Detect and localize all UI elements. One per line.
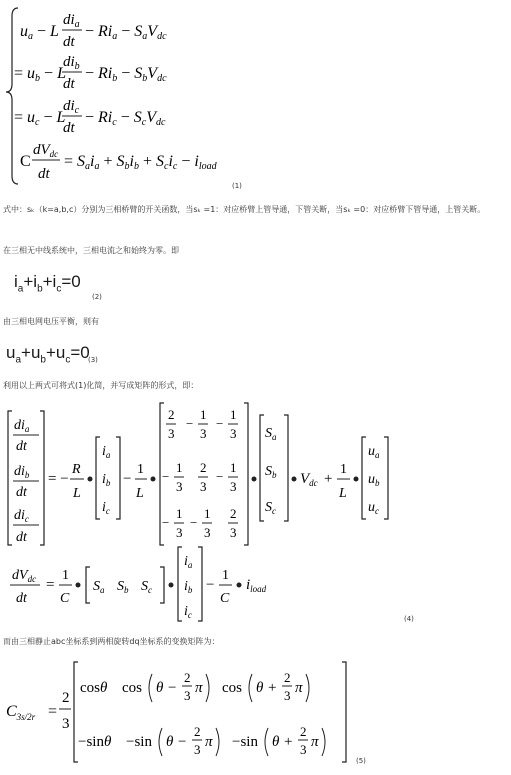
svg-text:−: − [168, 680, 177, 696]
svg-text:Vdc: $V_{dc}$ [300, 471, 318, 488]
svg-text:L: L [136, 486, 144, 501]
svg-text:dib: $di_b$ [63, 54, 80, 72]
equation-3: $u_a+u_b+u_c=0$ [6, 343, 90, 366]
svg-text:ic: $i_c$ [102, 500, 110, 516]
svg-text:−: − [162, 515, 170, 530]
svg-text:3: 3 [62, 716, 70, 732]
svg-text:C: C [220, 591, 230, 606]
svg-text:Sb: $S_b$ [265, 464, 277, 480]
svg-text:−: − [123, 471, 132, 487]
equation-1-number: (1) [232, 182, 242, 190]
equation-2: $i_a+i_b+i_c=0$ [14, 272, 81, 295]
svg-text:2: 2 [284, 670, 291, 685]
svg-text:cosθ: cosθ [80, 680, 108, 696]
svg-text:1: 1 [62, 568, 69, 583]
svg-text:− Ria − SaVdc: − Ria − SaVdc [85, 23, 167, 42]
svg-text:iload: $i_{load}$ [246, 577, 267, 594]
svg-text:2: 2 [230, 506, 237, 521]
svg-text:3: 3 [230, 525, 237, 540]
svg-text:1: 1 [230, 460, 237, 475]
svg-text:dVdc: $dV_{dc}$ [33, 142, 59, 159]
svg-text:2: 2 [300, 724, 307, 739]
svg-text:+: + [268, 680, 277, 696]
svg-text:1: 1 [176, 460, 183, 475]
svg-text:− Ric − ScVdc: − Ric − ScVdc [85, 109, 166, 128]
equation-5-number: (5) [356, 757, 366, 765]
svg-text:= −: = − [48, 471, 69, 487]
svg-text:L: L [339, 486, 347, 501]
svg-text:3: 3 [230, 426, 237, 441]
svg-text:Sa: $S_a$ [93, 579, 105, 595]
svg-text:π: π [295, 680, 303, 696]
svg-text:=: = [46, 577, 55, 593]
svg-text:−: − [216, 469, 224, 484]
svg-text:3: 3 [168, 426, 175, 441]
equation-4-number: (4) [404, 615, 414, 623]
equation-3-number: (3) [88, 356, 98, 364]
svg-text:dic: $di_c$ [63, 98, 80, 116]
svg-text:ua − L: ua − L [20, 23, 59, 42]
svg-text:ic: $i_c$ [184, 604, 192, 620]
paragraph-transform-matrix: 而由三相静止abc坐标系到两相旋转dq坐标系的变换矩阵为： [3, 637, 220, 646]
svg-text:dic: $di_c$ [14, 508, 29, 524]
svg-text:ia: $i_a$ [184, 554, 193, 570]
svg-text:3: 3 [300, 742, 307, 757]
svg-text:1: 1 [230, 407, 237, 422]
equation-1-graphic [0, 0, 260, 195]
svg-text:π: π [195, 680, 203, 696]
svg-text:3: 3 [176, 479, 183, 494]
svg-text:L: L [73, 486, 81, 501]
svg-text:3: 3 [176, 525, 183, 540]
svg-text:= uc − L: = uc − L [14, 109, 66, 128]
svg-text:−: − [178, 734, 187, 750]
svg-text:dia: $di_a$ [14, 418, 30, 434]
svg-text:dt: dt [16, 530, 27, 545]
svg-text:1: 1 [176, 506, 183, 521]
equation-4-graphic [0, 395, 420, 625]
svg-text:3: 3 [200, 479, 207, 494]
svg-text:−: − [162, 469, 170, 484]
svg-text:Sb: $S_b$ [117, 579, 129, 595]
svg-text:1: 1 [200, 407, 207, 422]
svg-text:dt: dt [38, 166, 50, 182]
svg-text:−: − [216, 416, 224, 431]
svg-text:π: π [205, 734, 213, 750]
svg-text:2: 2 [194, 724, 201, 739]
svg-text:dt: dt [16, 485, 27, 500]
svg-text:−: − [190, 515, 198, 530]
svg-text:3: 3 [284, 688, 291, 703]
svg-text:−sin: −sin [126, 734, 152, 750]
svg-text:dt: dt [63, 76, 75, 92]
equation-5-graphic [0, 652, 380, 770]
svg-text:1: 1 [137, 462, 144, 477]
paragraph-voltage-balance: 由三相电网电压平衡，则有 [3, 317, 99, 326]
svg-text:dt: dt [63, 120, 75, 136]
svg-text:dt: dt [63, 34, 75, 50]
equation-2-number: (2) [92, 293, 102, 301]
paragraph-switch-function: 式中：sₖ（k=a,b,c）分别为三相桥臂的开关函数，当sₖ =1：对应桥臂上管导通，下管关断，当sₖ =0：对应桥臂下管导通，上管关断。 [3, 205, 486, 214]
svg-text:C3s/2r: $C_{3s/2r}$ [6, 703, 36, 722]
svg-text:dib: $di_b$ [14, 464, 30, 480]
svg-text:dt: dt [16, 591, 27, 606]
svg-text:R: R [72, 462, 81, 477]
svg-text:− Rib − SbVdc: − Rib − SbVdc [85, 65, 167, 84]
svg-text:+: + [324, 471, 333, 487]
svg-text:1: 1 [222, 568, 229, 583]
svg-text:3: 3 [200, 426, 207, 441]
svg-text:θ: θ [166, 734, 174, 750]
equation-1 [0, 0, 511, 195]
svg-text:1: 1 [204, 506, 211, 521]
svg-text:ub: $u_b$ [368, 472, 380, 488]
svg-text:C: C [60, 591, 70, 606]
svg-text:uc: $u_c$ [368, 500, 379, 516]
paragraph-matrix-form: 利用以上两式可将式(1)化简，并写成矩阵的形式，即： [3, 381, 199, 390]
svg-text:2: 2 [62, 690, 70, 706]
svg-text:−sinθ: −sinθ [78, 734, 112, 750]
svg-text:dt: dt [16, 439, 27, 454]
svg-text:cos: cos [122, 680, 142, 696]
paragraph-current-sum: 在三相无中线系统中，三相电流之和始终为零。即 [3, 246, 179, 255]
svg-text:θ: θ [256, 680, 264, 696]
svg-text:θ: θ [272, 734, 280, 750]
svg-text:3: 3 [184, 688, 191, 703]
svg-text:Sc: $S_c$ [141, 579, 152, 595]
svg-text:= Saia + Sbib + Scic − iload: = Saia + Sbib + Scic − iload [64, 153, 217, 172]
svg-text:ia: $i_a$ [102, 444, 111, 460]
svg-text:−: − [206, 577, 215, 593]
svg-text:+: + [284, 734, 293, 750]
svg-text:C: C [20, 153, 31, 170]
svg-text:2: 2 [168, 407, 175, 422]
svg-text:cos: cos [222, 680, 242, 696]
svg-text:−sin: −sin [232, 734, 258, 750]
svg-text:3: 3 [204, 525, 211, 540]
svg-text:2: 2 [200, 460, 207, 475]
svg-text:ua: $u_a$ [368, 444, 380, 460]
svg-text:3: 3 [230, 479, 237, 494]
svg-text:Sa: $S_a$ [265, 426, 277, 442]
svg-text:ib: $i_b$ [102, 472, 111, 488]
equation-5 [0, 652, 380, 775]
svg-text:3: 3 [194, 742, 201, 757]
svg-text:= ub − L: = ub − L [14, 65, 66, 84]
svg-text:1: 1 [340, 462, 347, 477]
svg-text:ib: $i_b$ [184, 579, 193, 595]
svg-text:dia: $di_a$ [63, 12, 80, 30]
svg-text:θ: θ [156, 680, 164, 696]
equation-4 [0, 395, 420, 630]
svg-text:2: 2 [184, 670, 191, 685]
svg-text:Sc: $S_c$ [265, 500, 276, 516]
svg-text:=: = [48, 703, 58, 720]
svg-text:π: π [311, 734, 319, 750]
svg-text:−: − [186, 416, 194, 431]
svg-text:dVdc: $dV_{dc}$ [12, 568, 37, 584]
